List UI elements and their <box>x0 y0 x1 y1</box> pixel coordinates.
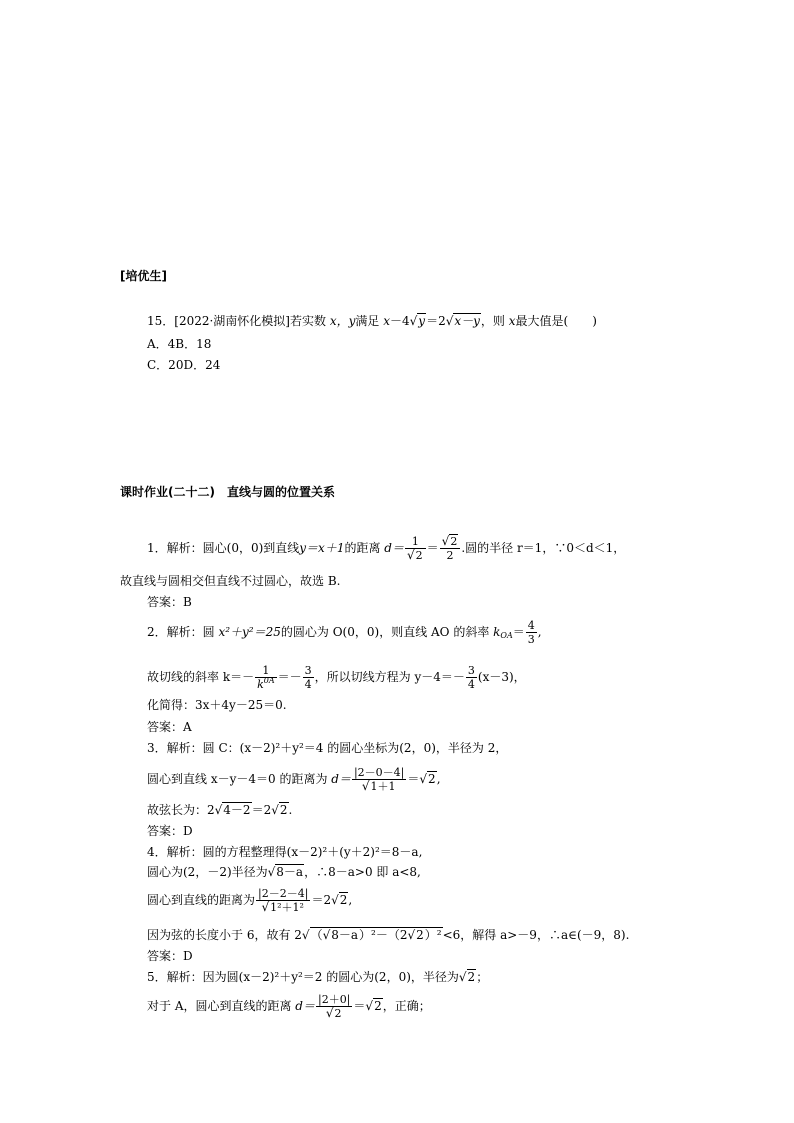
a4-line2 <box>147 864 421 880</box>
a1-l1-pre: 1．解析：圆心(0，0)到直线 <box>147 541 300 555</box>
a2-l1-ksub: OA <box>500 631 513 640</box>
a4-l3-pre: 圆心到直线的距离为 <box>147 893 256 907</box>
q15-expr-e: x－y <box>454 314 480 328</box>
a5-l1-pre: 5．解析：因为圆(x－2)²＋y²＝2 的圆心为(2，0)，半径为 <box>147 970 459 984</box>
a1-line2: 故直线与圆相交但直线不过圆心，故选 B. <box>120 574 341 588</box>
a3-line2 <box>147 763 441 795</box>
frac-den <box>256 900 310 914</box>
a2-line1 <box>147 617 542 647</box>
frac-den <box>405 548 426 562</box>
frac-den <box>316 1006 352 1020</box>
q15-stem-mid: 满足 <box>355 314 384 328</box>
sqrt-content: 2 <box>428 772 436 786</box>
frac-den: 4 <box>304 678 312 691</box>
a3-l3-eq: ＝2 <box>251 803 272 817</box>
sqrt-content: 4－2 <box>223 803 251 817</box>
a2-line3: 化简得：3x＋4y－25＝0. <box>147 698 287 712</box>
sqrt-icon: √ <box>365 999 374 1013</box>
a5-line2 <box>147 990 431 1022</box>
sqrt-content: 2 <box>467 970 476 984</box>
sqrt-content: 2 <box>416 928 424 942</box>
sqrt-content: 1²＋1² <box>270 901 304 914</box>
frac-num: 1 <box>262 664 270 677</box>
fraction <box>440 535 461 562</box>
a2-answer: 答案：A <box>147 720 192 734</box>
sqrt-content: 2 <box>374 999 382 1013</box>
frac-den: 2 <box>440 548 461 562</box>
a1-line1 <box>147 533 625 563</box>
sqrt-content: 2 <box>450 535 458 548</box>
sqrt-content <box>310 927 443 942</box>
a2-l1-pre: 2．解析：圆 <box>147 625 219 639</box>
q15-options-ab: A．4B．18 <box>147 337 212 351</box>
a5-l2-pre: 对于 A，圆心到直线的距离 <box>147 999 296 1013</box>
q15-stem <box>147 313 597 329</box>
q15-tail: 最大值是( ) <box>515 314 597 328</box>
a3-answer: 答案：D <box>147 824 193 838</box>
sqrt-icon: √ <box>419 772 428 786</box>
expr-mid: ）²－（2 <box>359 928 408 942</box>
sqrt-content: 8－a <box>331 928 359 942</box>
a1-l1-d: d＝ <box>384 541 404 555</box>
sqrt-content: 2 <box>339 893 348 907</box>
a3-l3-pre: 故弦长为：2 <box>147 803 215 817</box>
sqrt-content: 1＋1 <box>370 780 396 793</box>
sqrt-icon: √ <box>361 779 370 793</box>
sqrt-icon: √ <box>301 928 310 942</box>
sqrt-content: 2 <box>415 549 423 562</box>
a5-l2-post: ，正确； <box>382 999 431 1013</box>
sqrt-icon: √ <box>445 314 454 328</box>
a4-l4-post: <6，解得 a>－9，∴a∈(－9，8). <box>442 928 630 942</box>
frac-num: 3 <box>304 664 312 677</box>
a1-answer: 答案：B <box>147 595 192 609</box>
sqrt-content: 2 <box>334 1007 342 1020</box>
q15-expr-d: ＝2 <box>426 314 446 328</box>
fraction <box>256 887 310 914</box>
frac-den-sup: 0A <box>263 676 275 685</box>
a2-l1-k: k <box>493 625 501 639</box>
a2-l1-eq2: ＝ <box>512 625 525 639</box>
sqrt-icon: √ <box>458 970 467 984</box>
paren-open: （ <box>310 928 323 942</box>
sqrt-icon: √ <box>261 900 270 914</box>
frac-num: |2＋0| <box>317 993 351 1006</box>
a4-line3 <box>147 884 352 916</box>
fraction <box>526 619 537 646</box>
q15-options-cd: C．20D．24 <box>147 358 221 372</box>
a3-l2-eq: ＝ <box>407 772 420 786</box>
a3-line1: 3．解析：圆 C：(x－2)²＋y²＝4 的圆心坐标为(2，0)，半径为 2， <box>147 741 508 755</box>
a5-l2-eq: ＝ <box>353 999 366 1013</box>
q15-stem-suffix: ，则 <box>480 314 509 328</box>
a2-l1-eq: x²＋y²＝25 <box>218 625 281 639</box>
sqrt-content: 8－a <box>276 865 304 879</box>
sqrt-icon: √ <box>214 803 223 817</box>
a4-l4-pre: 因为弦的长度小于 6，故有 2 <box>147 928 302 942</box>
sqrt-icon: √ <box>325 1006 334 1020</box>
a1-l1-post: .圆的半径 r＝1，∵0＜d＜1， <box>461 541 626 555</box>
a4-line4 <box>147 927 629 943</box>
frac-den: 4 <box>467 678 475 691</box>
a4-l2-pre: 圆心为(2，－2)半径为 <box>147 865 268 879</box>
q15-vars: x，y <box>329 314 356 328</box>
sqrt-icon: √ <box>441 534 450 548</box>
a2-l1-mid: 的圆心为 O(0，0)，则直线 AO 的斜率 <box>280 625 494 639</box>
a2-l2-eq: ＝－ <box>277 670 302 684</box>
answers-title: 课时作业(二十二) 直线与圆的位置关系 <box>120 485 335 499</box>
fraction <box>405 535 426 562</box>
q15-stem-prefix: 15．[2022·湖南怀化模拟]若实数 <box>147 314 330 328</box>
a3-l2-post: , <box>436 772 441 786</box>
sqrt-icon: √ <box>331 893 339 907</box>
q15-expr-b: －4 <box>389 314 410 328</box>
a2-line2 <box>147 662 526 692</box>
frac-num: 4 <box>527 619 535 632</box>
frac-den: 3 <box>527 633 535 646</box>
q15-expr-c: y <box>418 314 426 328</box>
a1-l1-mid: 的距离 <box>344 541 385 555</box>
fraction <box>466 664 477 691</box>
a1-l1-eq2: ＝ <box>426 541 439 555</box>
sqrt-content: 2 <box>279 803 288 817</box>
a2-l2-pre: 故切线的斜率 k＝－ <box>147 670 255 684</box>
frac-num <box>440 535 461 548</box>
a5-l2-d: d＝ <box>295 999 315 1013</box>
a3-l2-pre: 圆心到直线 x－y－4＝0 的距离为 <box>147 772 332 786</box>
frac-den-k: k <box>257 678 264 691</box>
a2-l2-mid: ，所以切线方程为 y－4＝－ <box>314 670 465 684</box>
a4-answer: 答案：D <box>147 949 193 963</box>
fraction <box>316 993 352 1020</box>
sqrt-icon: √ <box>267 865 276 879</box>
expr-end: ）² <box>424 928 442 942</box>
q15-tail-var: x <box>508 314 516 328</box>
a3-l3-post: . <box>288 803 293 817</box>
sqrt-icon: √ <box>409 314 418 328</box>
a5-l1-post: ； <box>476 970 489 984</box>
a2-l1-post: , <box>537 625 542 639</box>
a4-l3-eq: ＝2 <box>311 893 332 907</box>
frac-num: |2－0－4| <box>353 766 405 779</box>
a4-l2-post: ，∴8－a>0 即 a<8, <box>304 865 421 879</box>
frac-den <box>255 677 277 691</box>
sqrt-icon: √ <box>406 548 415 562</box>
frac-num: 1 <box>411 535 419 548</box>
frac-num: |2－2－4| <box>258 887 309 900</box>
a4-line1: 4．解析：圆的方程整理得(x－2)²＋(y＋2)²＝8－a, <box>147 845 423 859</box>
a1-l1-eq: y＝x＋1 <box>299 541 345 555</box>
sqrt-icon: √ <box>322 928 331 942</box>
fraction <box>255 664 277 691</box>
a4-l3-post: , <box>348 893 353 907</box>
sqrt-icon: √ <box>271 803 279 817</box>
frac-num: 3 <box>467 664 475 677</box>
frac-den <box>352 779 406 793</box>
a5-line1 <box>147 969 488 985</box>
a3-l2-d: d＝ <box>331 772 351 786</box>
fraction <box>303 664 314 691</box>
sqrt-icon: √ <box>407 928 416 942</box>
fraction <box>352 766 406 793</box>
a3-line3 <box>147 802 292 818</box>
q15-expr-a: x <box>383 314 390 328</box>
a2-l2-post: (x－3)， <box>477 670 526 684</box>
section-heading-peiyousheng: [培优生] <box>120 269 167 283</box>
